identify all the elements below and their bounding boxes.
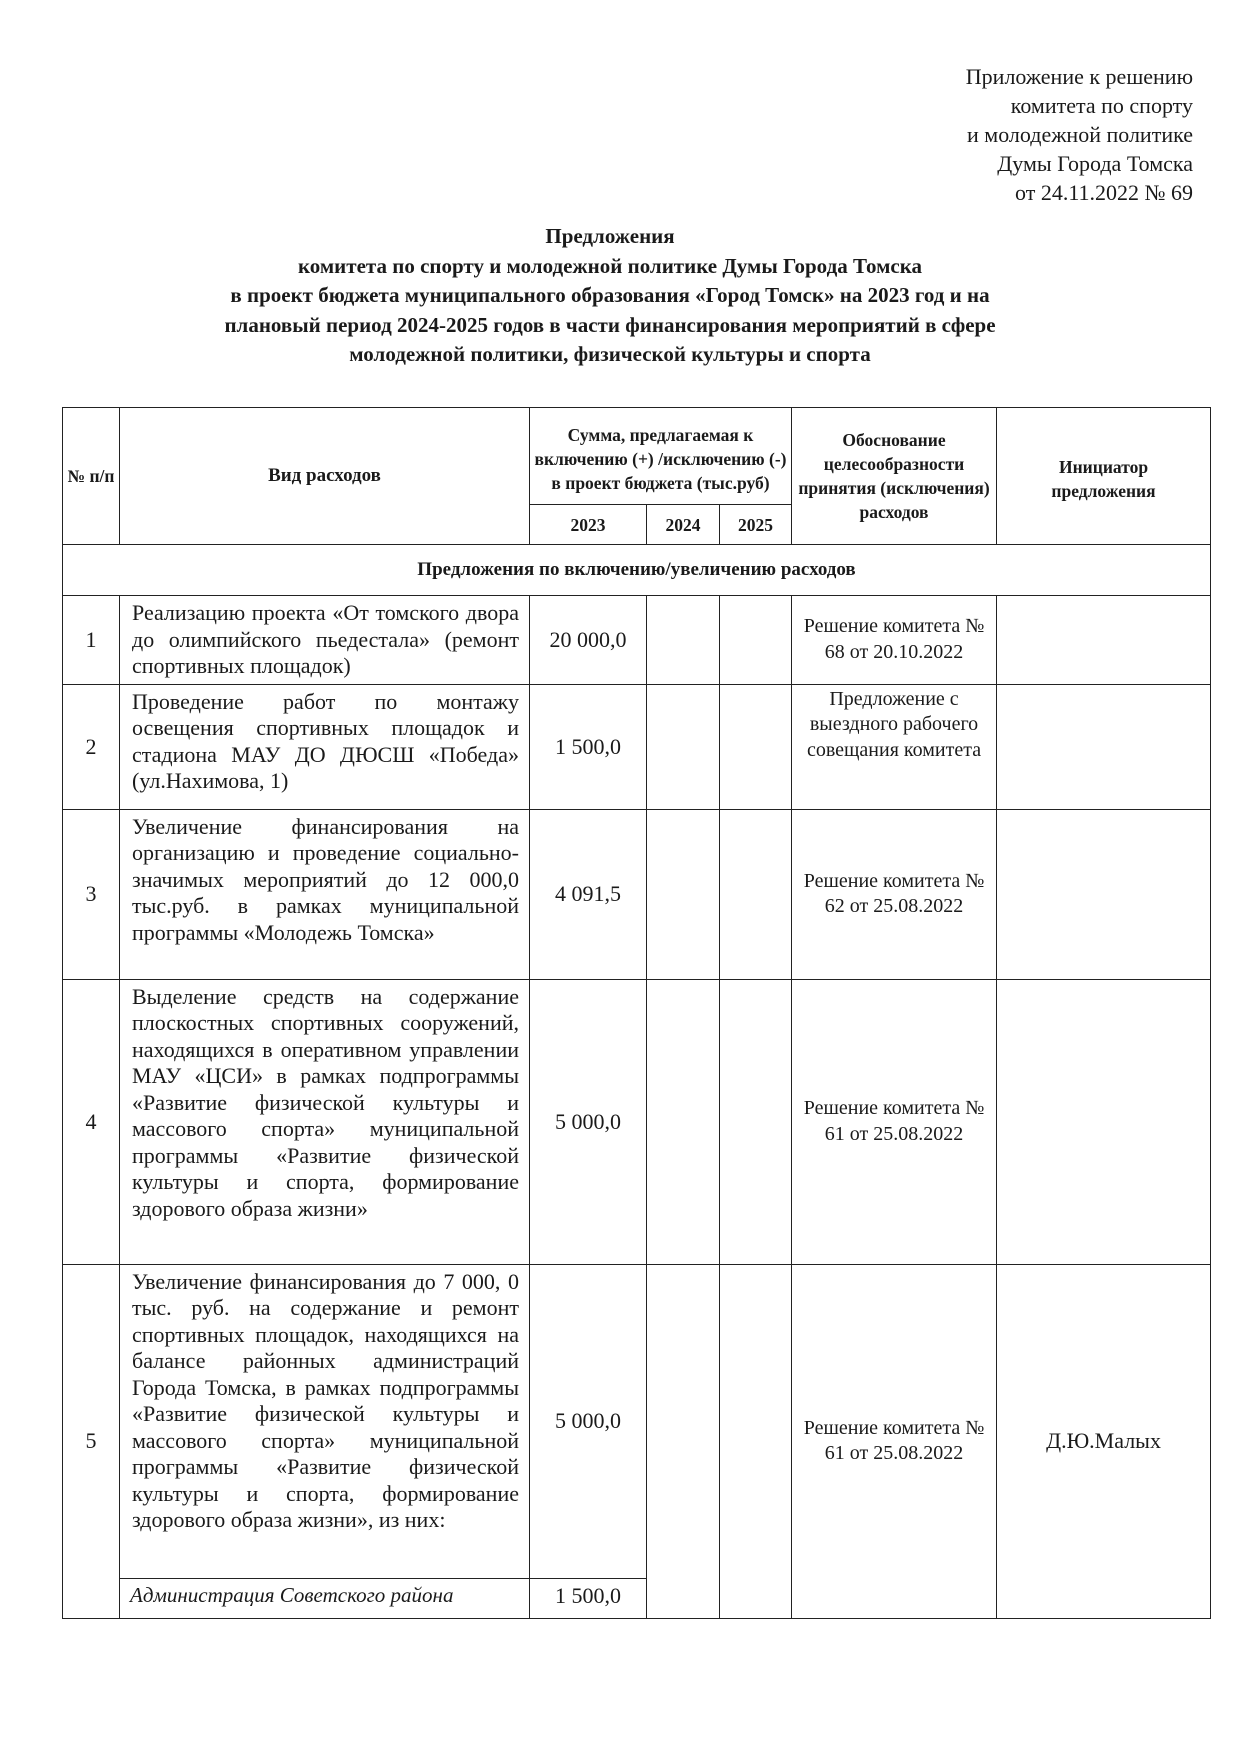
- row-amount-2024: [647, 684, 720, 809]
- table-row: [63, 1264, 1211, 1578]
- table-row: [63, 979, 1211, 1264]
- appendix-line: Думы Города Томска: [997, 151, 1193, 176]
- section-row: [63, 545, 1211, 596]
- section-title: Предложения по включению/увеличению расходов: [63, 545, 1211, 596]
- header-justification: Обоснование целесообразности принятия (исключения) расходов: [792, 408, 997, 545]
- row-description: Проведение работ по монтажу освещения спортивных площадок и стадиона МАУ ДО ДЮСШ «Победа» (ул.Нахимова, 1): [120, 684, 530, 809]
- row-description: Реализацию проекта «От томского двора до олимпийского пьедестала» (ремонт спортивных площадок): [120, 596, 530, 685]
- row-initiator: [997, 596, 1211, 685]
- row-amount-2025: [720, 1264, 792, 1618]
- table-row: [63, 809, 1211, 979]
- appendix-line: комитета по спорту: [1010, 93, 1193, 118]
- row-justification: Решение комитета № 68 от 20.10.2022: [792, 596, 997, 685]
- header-initiator: Инициатор предложения: [997, 408, 1211, 545]
- row-amount-2023: 5 000,0: [530, 979, 647, 1264]
- row-amount-2023: 20 000,0: [530, 596, 647, 685]
- row-amount-2023: 4 091,5: [530, 809, 647, 979]
- row-description: Выделение средств на содержание плоскостных спортивных сооружений, находящихся в оперативном управлении МАУ «ЦСИ» в рамках подпрограммы «Развитие физической культуры и массового спорта» муниципальной программы «Развитие физической культуры и спорта, формирование здорового образа жизни»: [120, 979, 530, 1264]
- header-year-2024: 2024: [647, 505, 720, 545]
- row-amount-2023: 5 000,0: [530, 1264, 647, 1578]
- row-number: 3: [63, 809, 120, 979]
- header-amount-group: Сумма, предлагаемая к включению (+) /исключению (-) в проект бюджета (тыс.руб): [530, 408, 792, 505]
- subrow-description: Администрация Советского района: [120, 1578, 530, 1618]
- row-amount-2025: [720, 809, 792, 979]
- title-line: плановый период 2024-2025 годов в части финансирования мероприятий в сфере: [224, 312, 996, 337]
- title-line: Предложения: [545, 224, 675, 248]
- row-amount-2024: [647, 979, 720, 1264]
- header-year-2023: 2023: [530, 505, 647, 545]
- row-amount-2025: [720, 684, 792, 809]
- appendix-line: Приложение к решению: [965, 64, 1193, 89]
- row-amount-2024: [647, 1264, 720, 1618]
- row-justification: Предложение с выездного рабочего совещания комитета: [792, 684, 997, 809]
- appendix-header: [893, 62, 1193, 207]
- row-amount-2023: 1 500,0: [530, 684, 647, 809]
- title-line: в проект бюджета муниципального образования «Город Томск» на 2023 год и на: [230, 283, 990, 307]
- title-line: молодежной политики, физической культуры и спорта: [349, 342, 871, 366]
- table-row: [63, 596, 1211, 685]
- row-amount-2024: [647, 809, 720, 979]
- table-row: [63, 684, 1211, 809]
- header-expense-type: Вид расходов: [120, 408, 530, 545]
- row-initiator: [997, 979, 1211, 1264]
- budget-proposals-table: [62, 407, 1211, 1619]
- row-number: 1: [63, 596, 120, 685]
- row-justification: Решение комитета № 61 от 25.08.2022: [792, 1264, 997, 1618]
- row-description: Увеличение финансирования до 7 000, 0 тыс. руб. на содержание и ремонт спортивных площадок, находящихся на балансе районных администраций Города Томска, в рамках подпрограммы «Развитие физической культуры и массового спорта» муниципальной программы «Развитие физической культуры и спорта, формирование здорового образа жизни», из них:: [120, 1264, 530, 1578]
- title-line: комитета по спорту и молодежной политике Думы Города Томска: [297, 253, 923, 278]
- row-initiator: Д.Ю.Малых: [997, 1264, 1211, 1618]
- row-amount-2024: [647, 596, 720, 685]
- header-year-2025: 2025: [720, 505, 792, 545]
- row-initiator: [997, 684, 1211, 809]
- row-number: 2: [63, 684, 120, 809]
- subrow-amount-2023: 1 500,0: [530, 1578, 647, 1618]
- row-amount-2025: [720, 596, 792, 685]
- row-justification: Решение комитета № 62 от 25.08.2022: [792, 809, 997, 979]
- appendix-line: и молодежной политике: [967, 122, 1193, 147]
- row-amount-2025: [720, 979, 792, 1264]
- row-description: Увеличение финансирования на организацию и проведение социально-значимых мероприятий до 12 000,0 тыс.руб. в рамках муниципальной программы «Молодежь Томска»: [120, 809, 530, 979]
- row-number: 4: [63, 979, 120, 1264]
- appendix-date-line: от 24.11.2022 № 69: [1015, 180, 1193, 205]
- header-number: № п/п: [63, 408, 120, 545]
- row-initiator: [997, 809, 1211, 979]
- row-number: 5: [63, 1264, 120, 1618]
- row-justification: Решение комитета № 61 от 25.08.2022: [792, 979, 997, 1264]
- document-title: [160, 222, 1060, 370]
